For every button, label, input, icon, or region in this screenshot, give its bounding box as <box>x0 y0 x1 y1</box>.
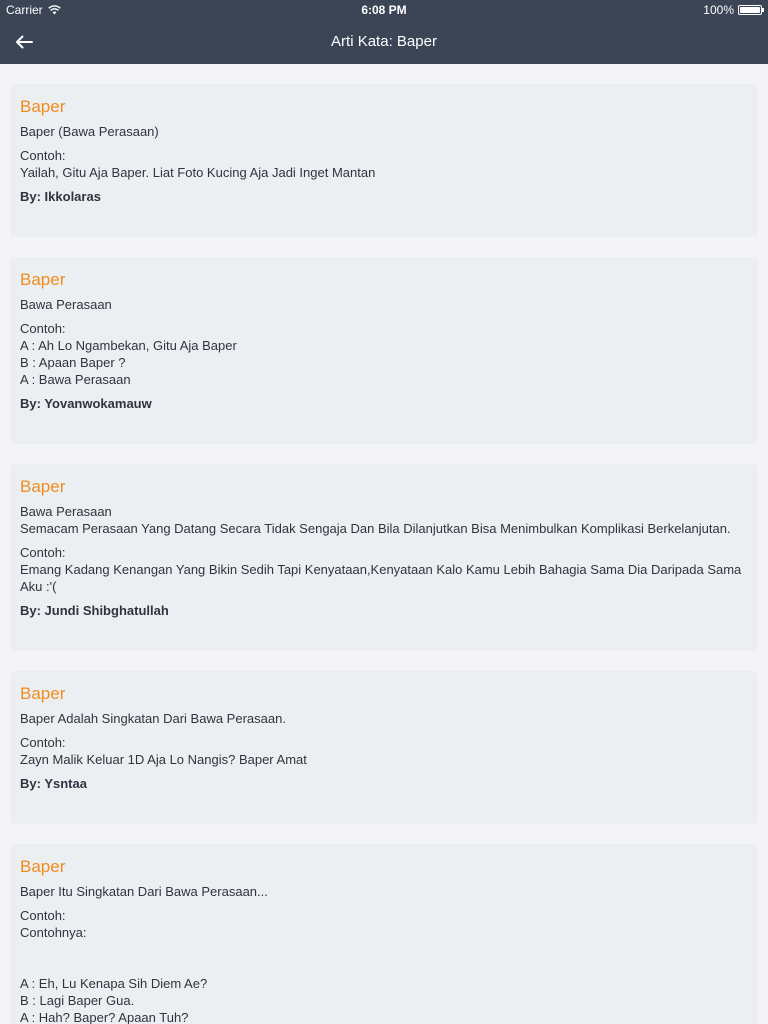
example-label: Contoh: <box>20 148 66 163</box>
status-bar <box>0 0 768 20</box>
definition-card <box>10 464 758 651</box>
entry-word[interactable]: Baper <box>20 684 66 703</box>
entry-definition: Baper Adalah Singkatan Dari Bawa Perasaan. <box>20 711 286 726</box>
definition-card <box>10 671 758 824</box>
entry-word[interactable]: Baper <box>20 270 66 289</box>
entry-author[interactable]: By: Ikkolaras <box>20 189 101 204</box>
entry-author[interactable]: By: Jundi Shibghatullah <box>20 603 169 618</box>
navigation-bar <box>0 20 768 64</box>
entry-example: A : Ah Lo Ngambekan, Gitu Aja Baper B : Apaan Baper ? A : Bawa Perasaan <box>20 338 237 387</box>
definition-card <box>10 844 758 1024</box>
entry-example: Contohnya: A : Eh, Lu Kenapa Sih Diem Ae? B : Lagi Baper Gua. A : Hah? Baper? Apaan Tuh? <box>20 925 208 1024</box>
battery-icon <box>738 5 762 15</box>
entry-definition: Bawa Perasaan <box>20 297 112 312</box>
page-title: Arti Kata: Baper <box>331 33 437 50</box>
definition-list[interactable] <box>0 64 768 1024</box>
battery-percent: 100% <box>703 3 734 17</box>
entry-definition: Baper Itu Singkatan Dari Bawa Perasaan... <box>20 884 268 899</box>
example-label: Contoh: <box>20 545 66 560</box>
status-right <box>703 3 762 17</box>
entry-example: Zayn Malik Keluar 1D Aja Lo Nangis? Baper Amat <box>20 752 307 767</box>
entry-word[interactable]: Baper <box>20 97 66 116</box>
carrier-label: Carrier <box>6 3 43 17</box>
entry-word[interactable]: Baper <box>20 477 66 496</box>
entry-definition: Baper (Bawa Perasaan) <box>20 124 159 139</box>
definition-card <box>10 257 758 444</box>
entry-definition: Bawa Perasaan Semacam Perasaan Yang Datang Secara Tidak Sengaja Dan Bila Dilanjutkan Bisa Menimbulkan Komplikasi Berkelanjutan. <box>20 504 731 536</box>
battery-fill <box>740 7 760 13</box>
clock: 6:08 PM <box>361 3 407 17</box>
definition-card <box>10 84 758 237</box>
entry-author[interactable]: By: Ysntaa <box>20 776 87 791</box>
example-label: Contoh: <box>20 735 66 750</box>
example-label: Contoh: <box>20 908 66 923</box>
entry-word[interactable]: Baper <box>20 857 66 876</box>
entry-example: Yailah, Gitu Aja Baper. Liat Foto Kucing Aja Jadi Inget Mantan <box>20 165 376 180</box>
entry-author[interactable]: By: Yovanwokamauw <box>20 396 152 411</box>
entry-example: Emang Kadang Kenangan Yang Bikin Sedih Tapi Kenyataan,Kenyataan Kalo Kamu Lebih Bahagia Sama Dia Daripada Sama Aku :'( <box>20 562 742 594</box>
example-label: Contoh: <box>20 321 66 336</box>
